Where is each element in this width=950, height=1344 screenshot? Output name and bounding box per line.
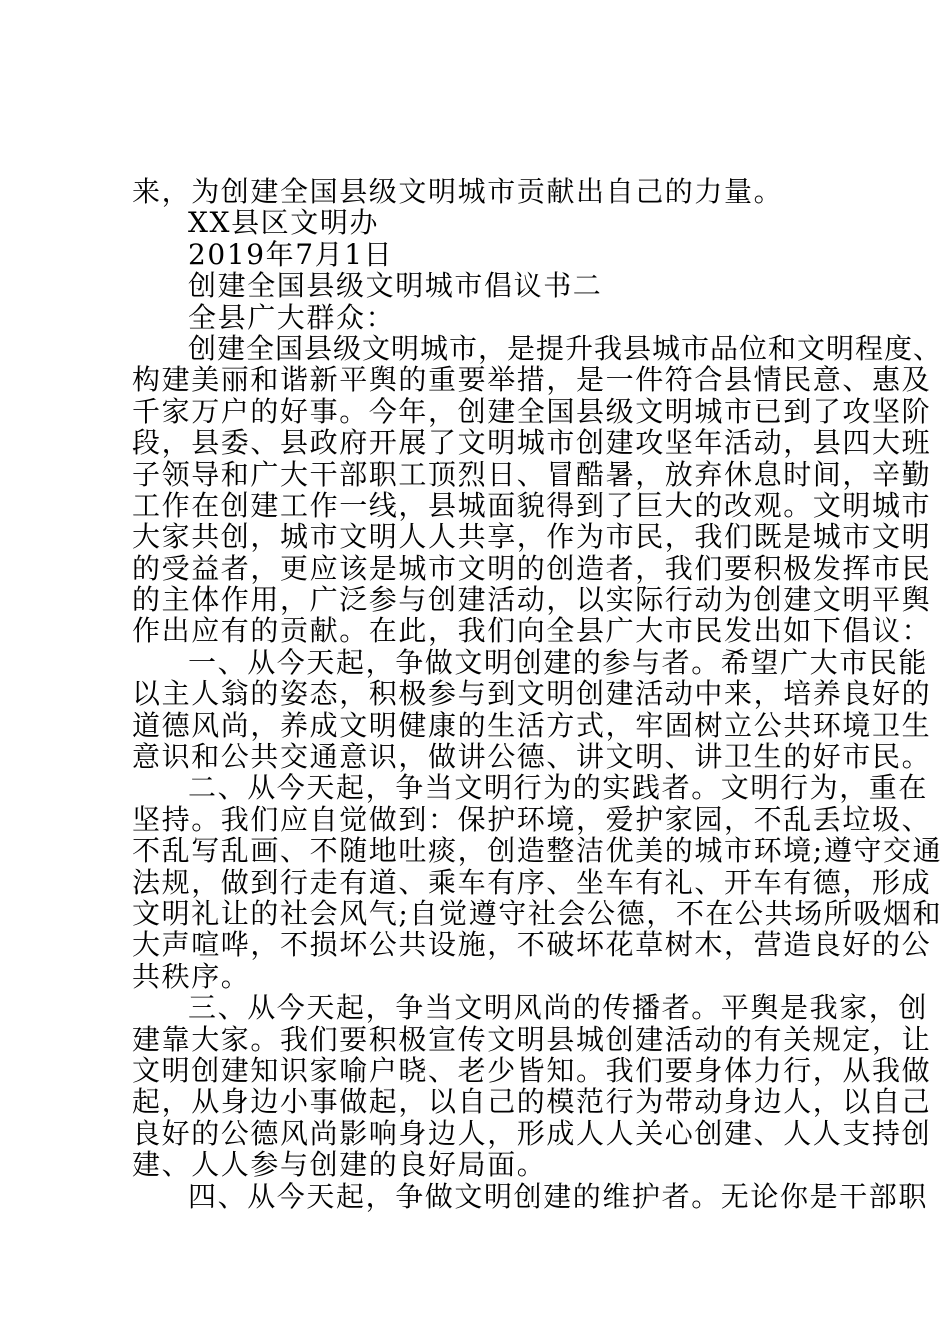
- text-line: 作出应有的贡献。在此，我们向全县广大市民发出如下倡议：: [132, 614, 932, 648]
- text-line: 二、从今天起，争当文明行为的实践者。文明行为，重在: [188, 771, 929, 805]
- text-line: 四、从今天起，争做文明创建的维护者。无论你是干部职: [188, 1179, 929, 1213]
- document-body: [132, 175, 943, 1213]
- text-line: 千家万户的好事。今年，创建全国县级文明城市已到了攻坚阶: [132, 394, 932, 428]
- text-line: 道德风尚，养成文明健康的生活方式，牢固树立公共环境卫生: [132, 708, 932, 742]
- text-line: 创建全国县级文明城市，是提升我县城市品位和文明程度、: [188, 331, 943, 365]
- text-line: 一、从今天起，争做文明创建的参与者。希望广大市民能: [188, 645, 929, 679]
- text-line: 全县广大群众：: [188, 300, 396, 334]
- text-line: XX县区文明办: [188, 206, 380, 240]
- text-line: 文明礼让的社会风气;自觉遵守社会公德，不在公共场所吸烟和: [132, 896, 943, 930]
- text-line: 的受益者，更应该是城市文明的创造者，我们要积极发挥市民: [132, 551, 932, 585]
- text-line: 三、从今天起，争当文明风尚的传播者。平舆是我家，创: [188, 991, 929, 1025]
- text-line: 意识和公共交通意识，做讲公德、讲文明、讲卫生的好市民。: [132, 740, 932, 774]
- text-line: 建靠大家。我们要积极宣传文明县城创建活动的有关规定，让: [132, 1022, 932, 1056]
- text-line: 大声喧哗，不损坏公共设施，不破坏花草树木，营造良好的公: [132, 928, 932, 962]
- text-line: 创建全国县级文明城市倡议书二: [188, 269, 603, 303]
- text-line: 段，县委、县政府开展了文明城市创建攻坚年活动，县四大班: [132, 426, 932, 460]
- text-line: 构建美丽和谐新平舆的重要举措，是一件符合县情民意、惠及: [132, 363, 932, 397]
- text-line: 共秩序。: [132, 959, 251, 993]
- text-line: 法规，做到行走有道、乘车有序、坐车有礼、开车有德，形成: [132, 865, 932, 899]
- text-line: 不乱写乱画、不随地吐痰，创造整洁优美的城市环境;遵守交通: [132, 834, 943, 868]
- text-line: 良好的公德风尚影响身边人，形成人人关心创建、人人支持创: [132, 1116, 932, 1150]
- text-line: 建、人人参与创建的良好局面。: [132, 1148, 547, 1182]
- text-line: 坚持。我们应自觉做到：保护环境，爱护家园，不乱丢垃圾、: [132, 802, 932, 836]
- text-line: 工作在创建工作一线，县城面貌得到了巨大的改观。文明城市: [132, 488, 932, 522]
- text-line: 子领导和广大干部职工顶烈日、冒酷暑，放弃休息时间，辛勤: [132, 457, 932, 491]
- text-line: 来，为创建全国县级文明城市贡献出自己的力量。: [132, 175, 784, 208]
- text-line: 文明创建知识家喻户晓、老少皆知。我们要身体力行，从我做: [132, 1053, 932, 1087]
- text-line: 大家共创，城市文明人人共享，作为市民，我们既是城市文明: [132, 520, 932, 554]
- text-line: 2019年7月1日: [188, 237, 394, 271]
- text-line: 以主人翁的姿态，积极参与到文明创建活动中来，培养良好的: [132, 677, 932, 711]
- text-line: 起，从身边小事做起，以自己的模范行为带动身边人，以自己: [132, 1085, 932, 1119]
- text-line: 的主体作用，广泛参与创建活动，以实际行动为创建文明平舆: [132, 583, 932, 617]
